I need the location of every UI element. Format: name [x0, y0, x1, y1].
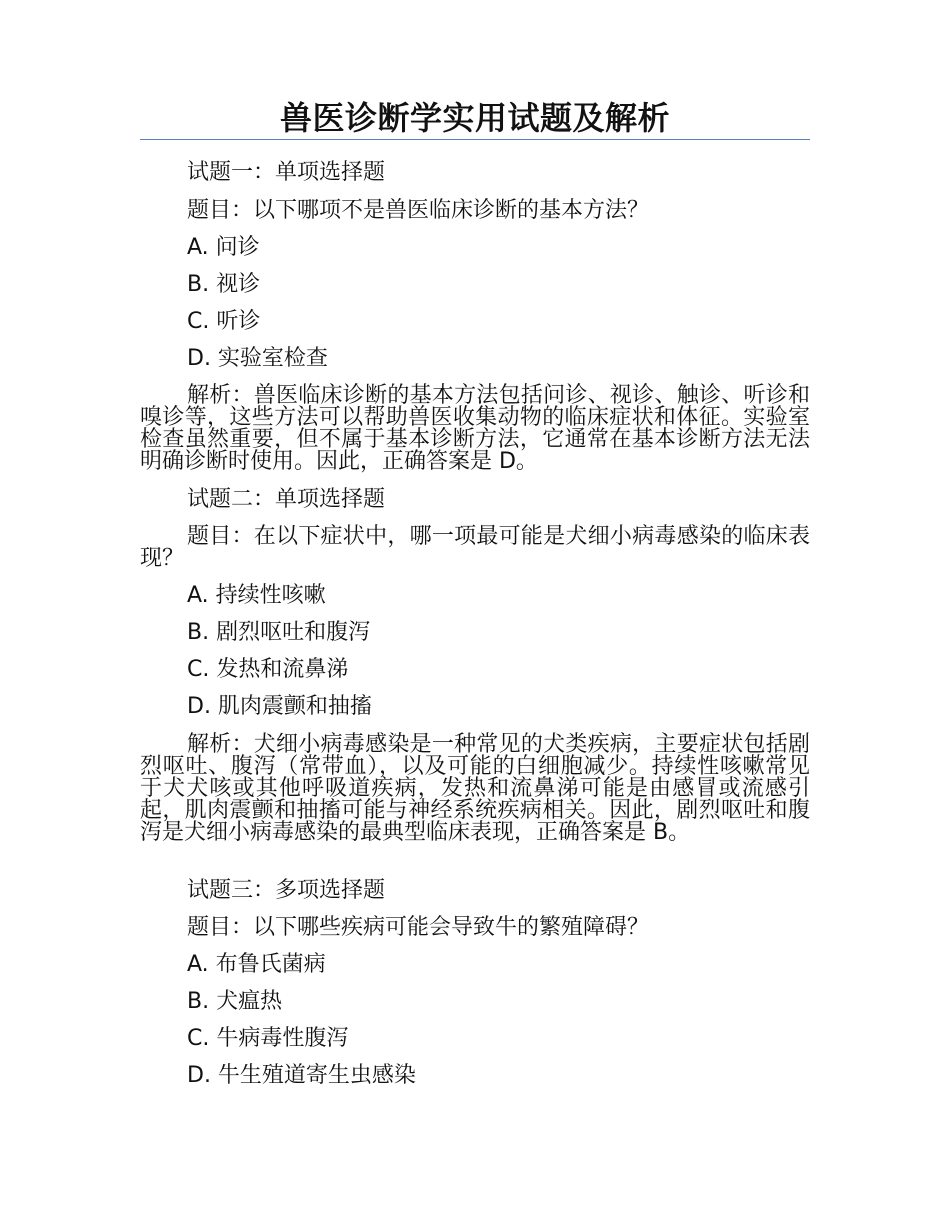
q3-option-d: D. 牛生殖道寄生虫感染 — [187, 1063, 416, 1088]
q1-heading: 试题一：单项选择题 — [187, 160, 386, 185]
q3-option-c: C. 牛病毒性腹泻 — [187, 1026, 349, 1051]
q3-option-b: B. 犬瘟热 — [187, 989, 283, 1014]
page-title: 兽医诊断学实用试题及解析 — [279, 99, 670, 137]
q2-analysis: 解析：犬细小病毒感染是一种常见的犬类疾病，主要症状包括剧烈呕吐、腹泻（常带血），以及可能的白细胞减少。持续性咳嗽常见于犬犬咳或其他呼吸道疾病，发热和流鼻涕可能是由感冒或流感引起，肌肉震颤和抽搐可能与神经系统疾病相关。因此，剧烈呕吐和腹泻是犬细小病毒感染的最典型临床表现，正确答案是 B。 — [140, 732, 810, 845]
q1-option-b: B. 视诊 — [187, 272, 261, 297]
q1-option-c: C. 听诊 — [187, 309, 261, 334]
q2-stem: 题目：在以下症状中，哪一项最可能是犬细小病毒感染的临床表现？ — [140, 524, 810, 571]
q2-option-c: C. 发热和流鼻涕 — [187, 657, 349, 682]
q2-option-a: A. 持续性咳嗽 — [187, 583, 326, 608]
q1-option-d: D. 实验室检查 — [187, 346, 328, 371]
q1-stem: 题目：以下哪项不是兽医临床诊断的基本方法？ — [187, 198, 650, 223]
title-underline — [140, 139, 810, 140]
q2-option-d: D. 肌肉震颤和抽搐 — [187, 694, 372, 719]
q1-analysis: 解析：兽医临床诊断的基本方法包括问诊、视诊、触诊、听诊和嗅诊等，这些方法可以帮助兽医收集动物的临床症状和体征。实验室检查虽然重要，但不属于基本诊断方法，它通常在基本诊断方法无法明确诊断时使用。因此，正确答案是 D。 — [140, 383, 810, 474]
q2-option-b: B. 剧烈呕吐和腹泻 — [187, 620, 371, 645]
q1-option-a: A. 问诊 — [187, 235, 260, 260]
q3-heading: 试题三：多项选择题 — [187, 878, 386, 903]
q3-stem: 题目：以下哪些疾病可能会导致牛的繁殖障碍？ — [187, 915, 650, 940]
q3-option-a: A. 布鲁氏菌病 — [187, 952, 326, 977]
q2-heading: 试题二：单项选择题 — [187, 487, 386, 512]
